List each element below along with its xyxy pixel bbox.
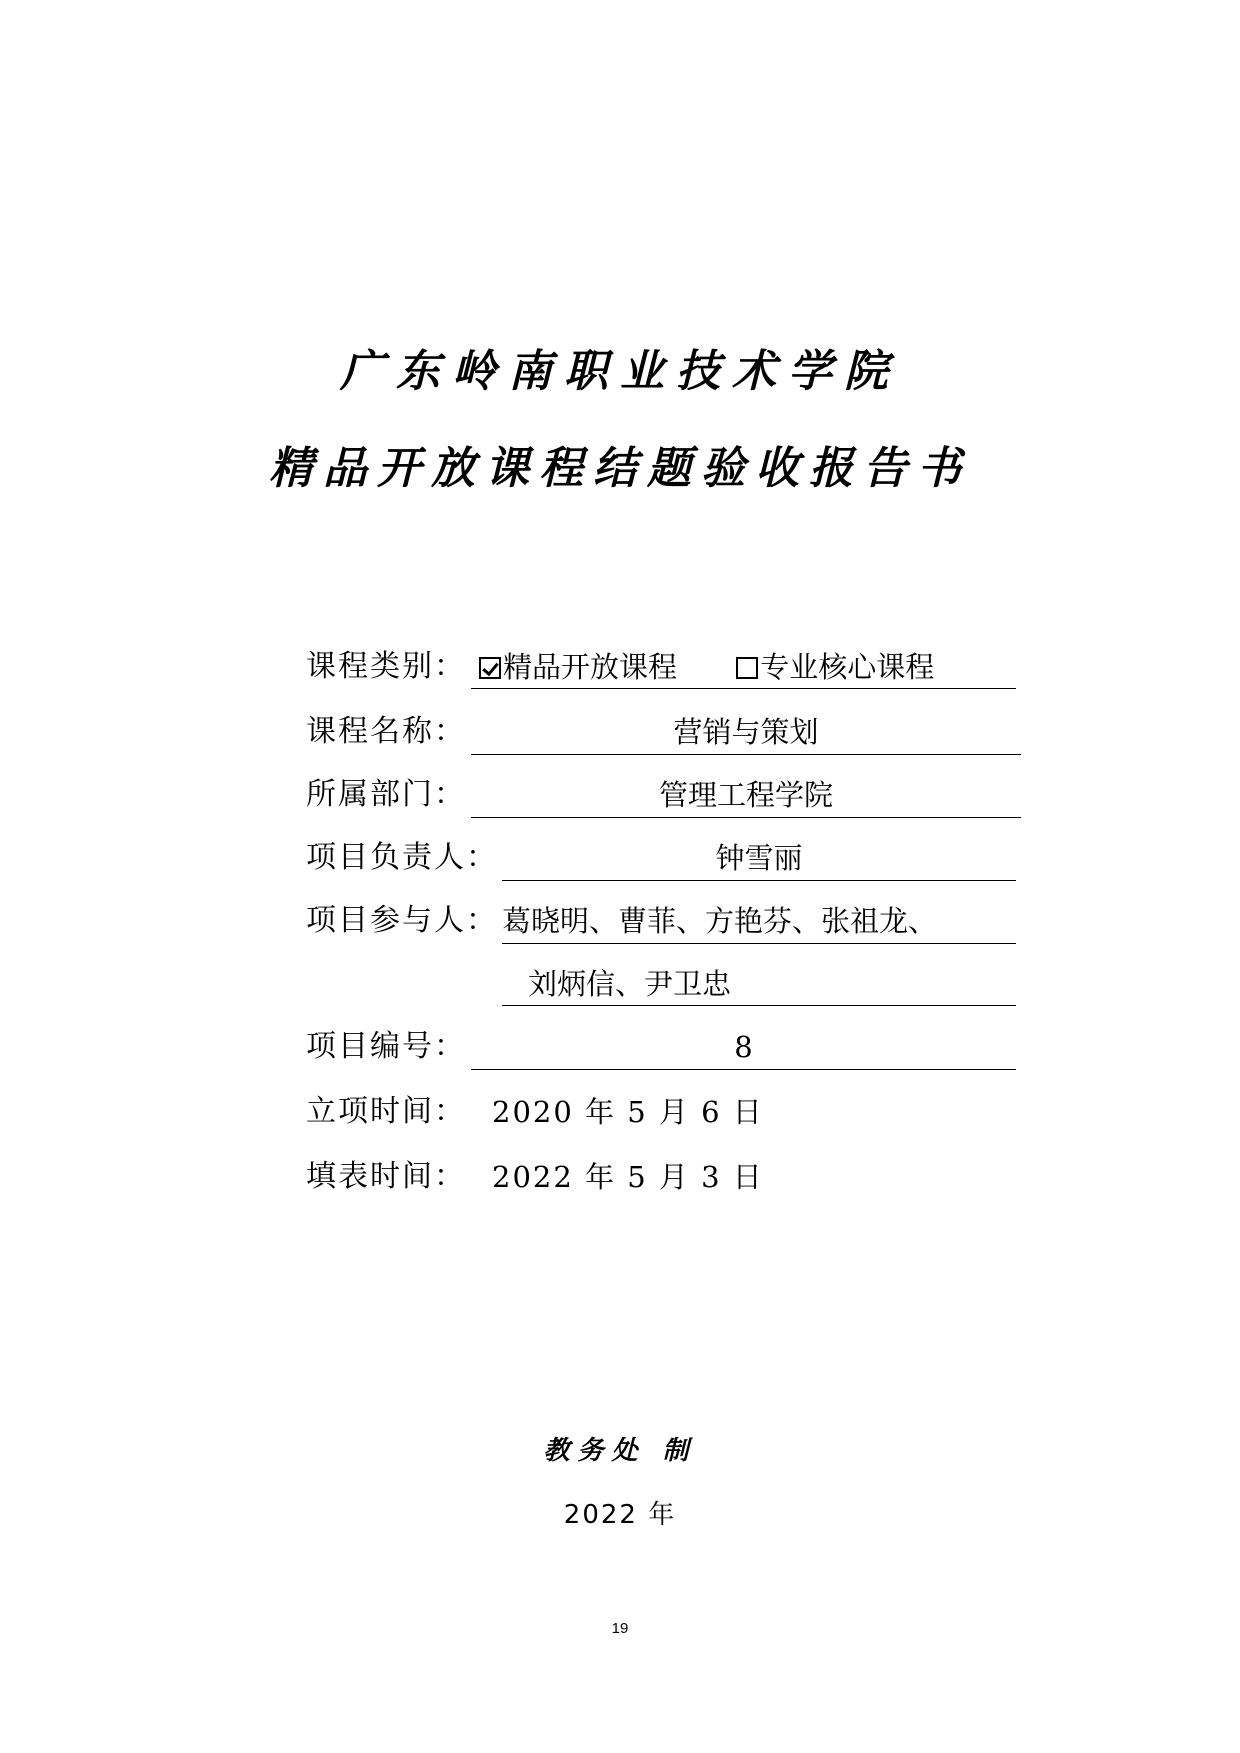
project-leader-label: 项目负责人： bbox=[306, 840, 498, 875]
project-number-value: 8 bbox=[471, 1025, 1016, 1070]
option-quality-course-label: 精品开放课程 bbox=[503, 650, 678, 684]
course-name-label: 课程名称： bbox=[306, 714, 466, 749]
issuer: 教务处 制 bbox=[543, 1436, 697, 1466]
unchecked-checkbox-icon[interactable] bbox=[736, 657, 758, 679]
checked-checkbox-icon[interactable] bbox=[479, 657, 501, 679]
fill-date-value: 2022 年 5 月 3 日 bbox=[492, 1160, 764, 1194]
fill-date-label: 填表时间： bbox=[306, 1159, 466, 1194]
course-category-field bbox=[471, 645, 1016, 689]
start-date-value: 2020 年 5 月 6 日 bbox=[492, 1095, 764, 1129]
project-leader-value: 钟雪丽 bbox=[502, 836, 1016, 881]
institution-title: 广东岭南职业技术学院 bbox=[340, 346, 900, 397]
option-quality-course[interactable] bbox=[479, 645, 677, 689]
issue-year: 2022 年 bbox=[563, 1500, 677, 1530]
project-number-label: 项目编号： bbox=[306, 1029, 466, 1064]
department-label: 所属部门： bbox=[306, 777, 466, 812]
report-title: 精品开放课程结题验收报告书 bbox=[269, 443, 971, 494]
participants-line2: 刘炳信、尹卫忠 bbox=[502, 962, 1016, 1006]
page-number: 19 bbox=[611, 1620, 629, 1637]
option-core-course-label: 专业核心课程 bbox=[760, 650, 935, 684]
participants-line1: 葛晓明、曹菲、方艳芬、张祖龙、 bbox=[502, 899, 1016, 944]
department-value: 管理工程学院 bbox=[471, 773, 1021, 818]
start-date-label: 立项时间： bbox=[306, 1094, 466, 1129]
participants-label: 项目参与人： bbox=[306, 903, 498, 938]
course-name-value: 营销与策划 bbox=[471, 710, 1021, 755]
option-core-course[interactable] bbox=[736, 645, 934, 689]
course-category-label: 课程类别： bbox=[306, 649, 466, 684]
